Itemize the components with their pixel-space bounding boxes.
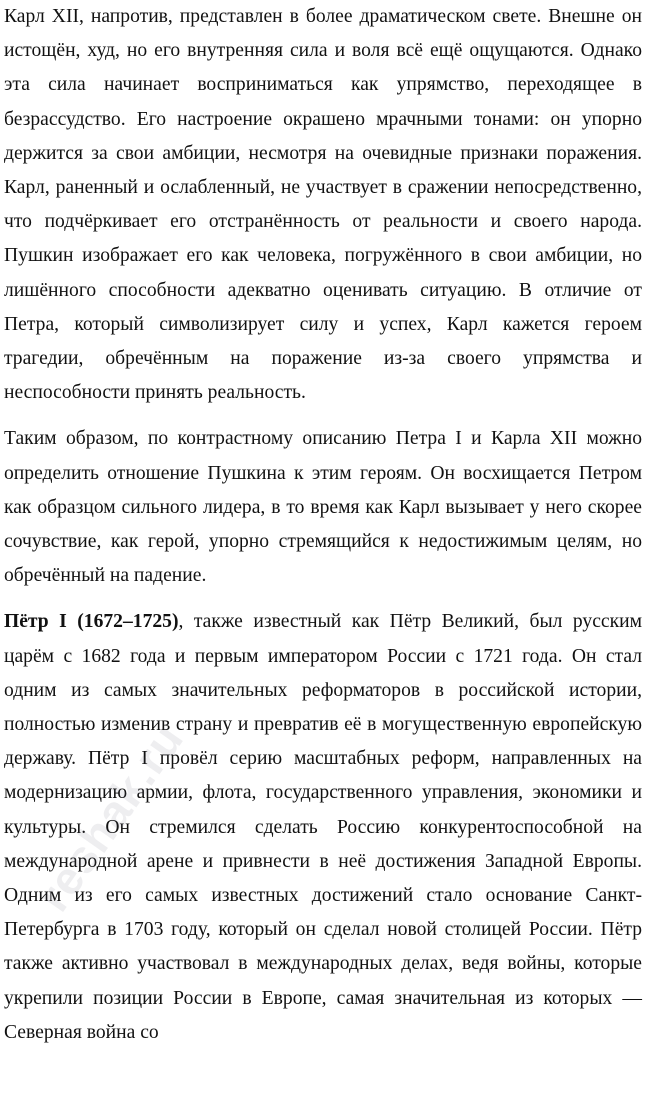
watermark-logo: reshak.ru xyxy=(26,713,194,921)
term-heading: Пётр I (1672–1725) xyxy=(4,611,179,633)
paragraph-text: Таким образом, по контрастному описанию Петра I и Карла XII можно определить отношение Пушкина к этим героям. Он восхищается Петром как образцом сильного лидера, в то время как Карл вызывает у него скорее сочувствие, как герой, упорно стремящийся к недостижимым целям, но обречённый на падение. xyxy=(4,428,642,587)
paragraph-text: Карл XII, напротив, представлен в более драматическом свете. Внешне он истощён, худ, но его внутренняя сила и воля всё ещё ощущаются. Однако эта сила начинает восприниматься как упрямство, переходящее в безрассудство. Его настроение окрашено мрачными тонами: он упорно держится за свои амбиции, несмотря на очевидные признаки поражения. Карл, раненный и ослабленный, не участвует в сражении непосредственно, что подчёркивает его отстранённость от реальности и своего народа. Пушкин изображает его как человека, погружённого в свои амбиции, но лишённого способности адекватно оценивать ситуацию. В отличие от Петра, который символизирует силу и успех, Карл кажется героем трагедии, обречённым на поражение из-за своего упрямства и неспособности принять реальность. xyxy=(4,6,642,404)
paragraph-text: , также известный как Пётр Великий, был русским царём с 1682 года и первым императором России с 1721 года. Он стал одним из самых значительных реформаторов в российской истории, полностью изменив страну и превратив её в могущественную европейскую державу. Пётр I провёл серию масштабных реформ, направленных на модернизацию армии, флота, государственного управления, экономики и культуры. Он стремился сделать Россию конкурентоспособной на международной арене и привнести в неё достижения Западной Европы. Одним из его самых известных достижений стало основание Санкт-Петербурга в 1703 году, который он сделал новой столицей России. Пётр также активно участвовал в международных делах, ведя войны, которые укрепили позиции России в Европе, самая значительная из которых — Северная война со xyxy=(4,611,642,1043)
paragraph-karl-xii xyxy=(4,0,642,410)
paragraph-conclusion xyxy=(4,422,642,593)
paragraph-peter-i xyxy=(4,605,642,1050)
document-page xyxy=(4,0,642,1062)
